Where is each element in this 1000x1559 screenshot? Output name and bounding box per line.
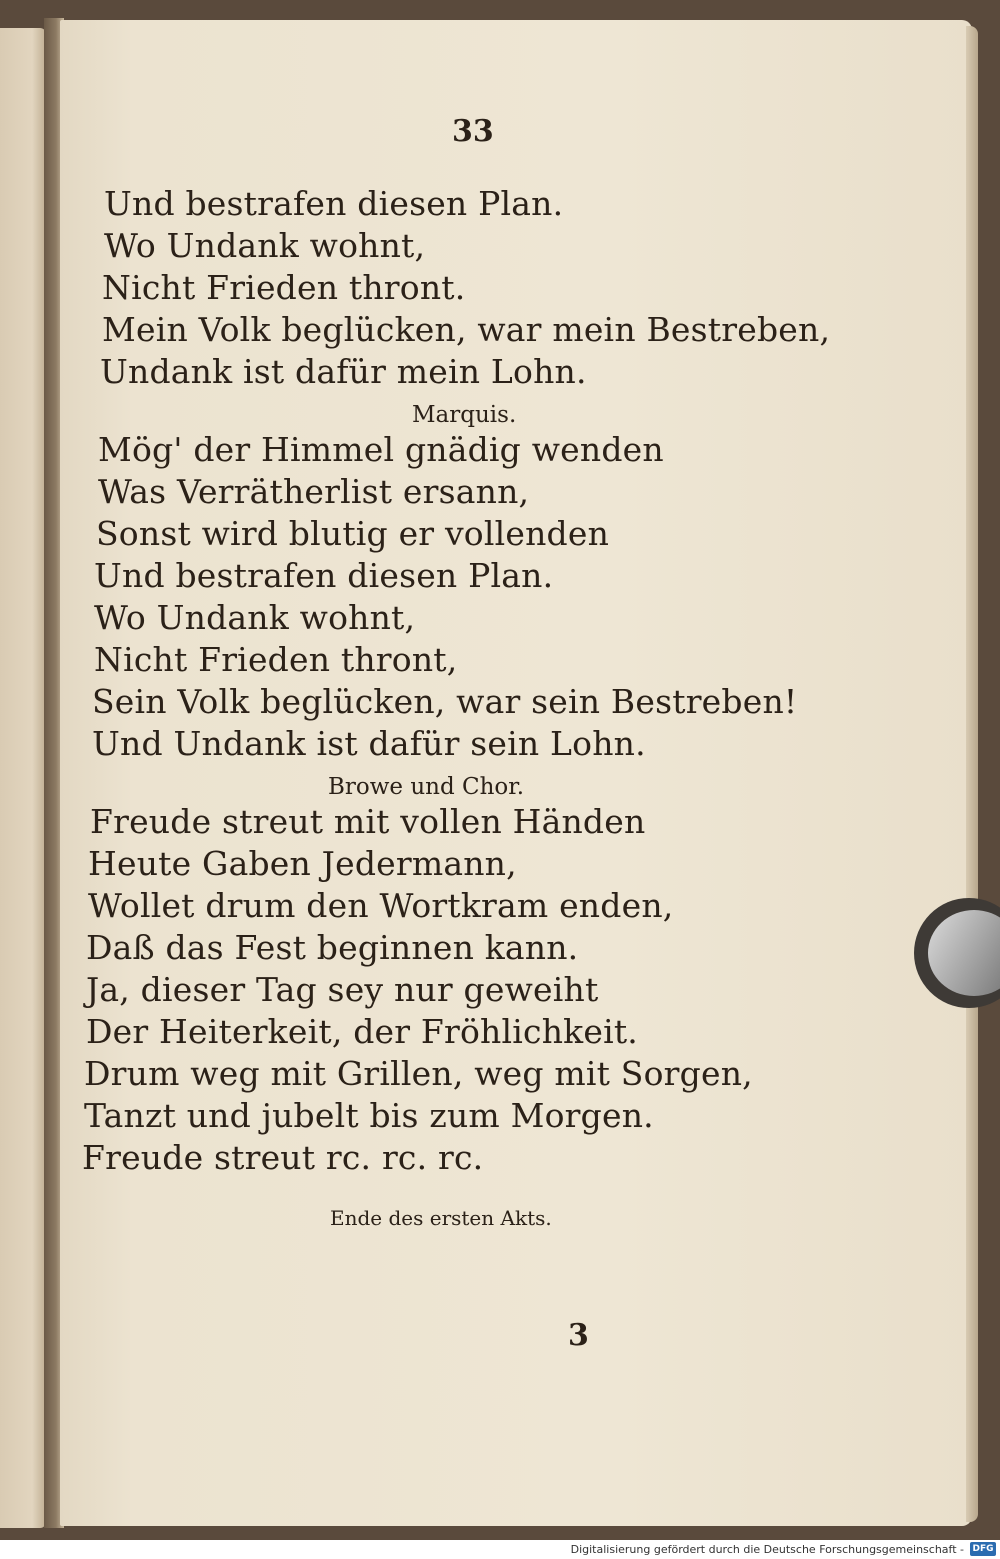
- act-ending: Ende des ersten Akts.: [330, 1206, 552, 1230]
- text-line: Wollet drum den Wortkram enden,: [88, 886, 674, 925]
- footer-credit: Digitalisierung gefördert durch die Deutsche Forschungsgemeinschaft -: [570, 1543, 964, 1556]
- text-line: Heute Gaben Jedermann,: [88, 844, 517, 883]
- text-line: Undank ist dafür mein Lohn.: [100, 352, 587, 391]
- text-line: Drum weg mit Grillen, weg mit Sorgen,: [84, 1054, 753, 1093]
- text-line: Und bestrafen diesen Plan.: [104, 184, 564, 223]
- text-line: Wo Undank wohnt,: [104, 226, 426, 265]
- page-clip: [914, 898, 1000, 1008]
- dfg-logo-icon: DFG: [970, 1542, 996, 1556]
- text-line: Sonst wird blutig er vollenden: [96, 514, 610, 553]
- page-number: 33: [452, 114, 494, 149]
- speaker-name: Marquis.: [412, 402, 517, 428]
- text-line: Und Undank ist dafür sein Lohn.: [92, 724, 646, 763]
- footer-bar: [0, 1540, 1000, 1559]
- text-line: Nicht Frieden thront,: [94, 640, 458, 679]
- text-line: Daß das Fest beginnen kann.: [86, 928, 579, 967]
- text-line: Mein Volk beglücken, war mein Bestreben,: [102, 310, 831, 349]
- text-line: Freude streut mit vollen Händen: [90, 802, 646, 841]
- text-line: Was Verrätherlist ersann,: [98, 472, 530, 511]
- text-line: Mög' der Himmel gnädig wenden: [98, 430, 664, 469]
- text-line: Sein Volk beglücken, war sein Bestreben!: [92, 682, 798, 721]
- text-line: Nicht Frieden thront.: [102, 268, 466, 307]
- signature-mark: 3: [568, 1318, 589, 1353]
- speaker-name: Browe und Chor.: [328, 774, 525, 800]
- text-line: Der Heiterkeit, der Fröhlichkeit.: [86, 1012, 638, 1051]
- text-line: Ja, dieser Tag sey nur geweiht: [86, 970, 599, 1009]
- facing-page-edge: [0, 28, 46, 1528]
- text-line: Wo Undank wohnt,: [94, 598, 416, 637]
- page-stack-edge: [966, 26, 978, 1522]
- text-line: Und bestrafen diesen Plan.: [94, 556, 554, 595]
- text-line: Tanzt und jubelt bis zum Morgen.: [84, 1096, 654, 1135]
- text-line: Freude streut rc. rc. rc.: [82, 1138, 484, 1177]
